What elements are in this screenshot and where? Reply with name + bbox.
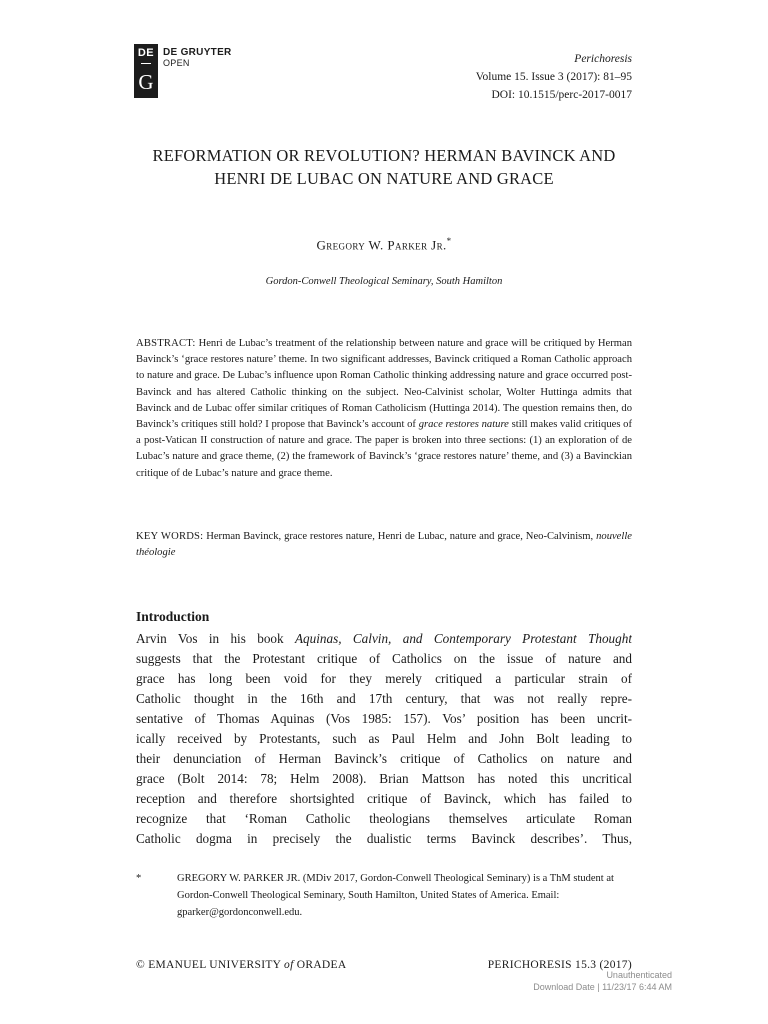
intro-line: ically received by Protestants, such as Paul Helm and John Bolt leading to	[136, 731, 632, 746]
intro-line: their denunciation of Herman Bavinck’s critique of Catholics on nature and	[136, 751, 632, 766]
abstract-label: ABSTRACT:	[136, 338, 196, 349]
intro-line-0-text: Arvin Vos in his book	[136, 631, 295, 646]
logo-g-text: G	[138, 70, 154, 94]
publisher-name-block	[163, 47, 232, 68]
journal-info	[476, 50, 632, 104]
author-name-line	[0, 236, 768, 253]
journal-name: Perichoresis	[574, 53, 632, 65]
abstract-text-1: Henri de Lubac’s treatment of the relationship between nature and grace will be critiqued by Herman Bavinck’s ‘grace restores nature’ theme. In two significant addresses, Bavinck critiqued a Roman Catholic approach to nature and grace. De Lubac’s influence upon Roman Catholic thinking addressing nature and grace occurred post-Bavinck and has altered Catholic thinking on the subject. Neo-Calvinist scholar, Wolter Huttinga admits that Bavinck and de Lubac offer similar critiques of Roman Catholicism (Huttinga 2014). The question remains then, do Bavinck’s critiques still hold? I propose that Bavinck’s account of	[136, 338, 632, 431]
journal-doi: DOI: 10.1515/perc-2017-0017	[491, 89, 632, 101]
keywords-label: KEY WORDS:	[136, 531, 204, 542]
keywords-text: Herman Bavinck, grace restores nature, Henri de Lubac, nature and grace, Neo-Calvinism,	[203, 531, 597, 542]
logo-divider	[141, 63, 151, 64]
intro-line: Catholic thought in the 16th and 17th century, that was not really repre-	[136, 691, 632, 706]
author-footnote-mark: *	[446, 236, 452, 246]
keywords-italic: nouvelle théologie	[136, 531, 632, 559]
footnote-mark: *	[136, 873, 142, 884]
footer-journal-issue: PERICHORESIS 15.3 (2017)	[487, 959, 632, 971]
intro-line-0	[136, 629, 632, 649]
intro-line: reception and therefore shortsighted critique of Bavinck, which has failed to	[136, 791, 632, 806]
intro-line: sentative of Thomas Aquinas (Vos 1985: 157). Vos’ position has been uncrit-	[136, 711, 632, 726]
abstract-text-2: still makes valid critiques of a post-Vatican II construction of nature and grace. The paper is broken into three sections: (1) an exploration of de Lubac’s nature and grace theme, (2) the framework of Bavinck’s ‘grace restores nature’ theme, and (3) a Bavinckian critique of de Lubac’s nature and grace theme.	[136, 419, 632, 479]
author-name: Gregory W. Parker Jr.	[316, 237, 447, 253]
abstract	[136, 336, 632, 482]
intro-line: grace (Bolt 2014: 78; Helm 2008). Brian Mattson has noted this uncritical	[136, 771, 632, 786]
download-date: Download Date | 11/23/17 6:44 AM	[533, 982, 672, 992]
abstract-italic: grace restores nature	[418, 419, 509, 431]
intro-line: suggests that the Protestant critique of Catholics on the issue of nature and	[136, 651, 632, 666]
article-title	[0, 144, 768, 190]
intro-line: grace has long been void for they merely critiqued a particular strain of	[136, 671, 632, 686]
logo-de-text: DE	[137, 47, 155, 59]
degruyter-logo	[134, 44, 158, 98]
author-affiliation: Gordon-Conwell Theological Seminary, South Hamilton	[265, 276, 503, 287]
footer-copyright-pre: © EMANUEL UNIVERSITY	[136, 959, 285, 971]
keywords	[136, 529, 632, 561]
intro-line: Catholic dogma in precisely the dualistic terms Bavinck describes’. Thus,	[136, 831, 632, 846]
download-stamp	[533, 969, 672, 993]
footer-copyright-italic: of	[284, 959, 294, 971]
footer-copyright	[136, 959, 346, 971]
footnote	[136, 870, 632, 921]
title-line-1: REFORMATION OR REVOLUTION? HERMAN BAVINCK AND	[152, 146, 616, 165]
download-status: Unauthenticated	[606, 970, 672, 980]
intro-line: recognize that ‘Roman Catholic theologians themselves articulate Roman	[136, 811, 632, 826]
publisher-name: DE GRUYTER	[163, 47, 232, 58]
publisher-imprint: OPEN	[163, 58, 190, 68]
introduction-body	[136, 629, 632, 849]
footer-copyright-post: ORADEA	[293, 959, 347, 971]
introduction-heading: Introduction	[136, 609, 210, 624]
title-line-2: HENRI DE LUBAC ON NATURE AND GRACE	[214, 169, 554, 188]
footnote-text: GREGORY W. PARKER JR. (MDiv 2017, Gordon-Conwell Theological Seminary) is a ThM student at Gordon-Conwell Theological Seminary, South Hamilton, United States of America. Email: gparker@gordonconwell.edu.	[177, 873, 614, 918]
intro-book-title: Aquinas, Calvin, and Contemporary Protestant Thought	[294, 631, 632, 646]
journal-volume: Volume 15. Issue 3 (2017): 81–95	[475, 71, 632, 83]
